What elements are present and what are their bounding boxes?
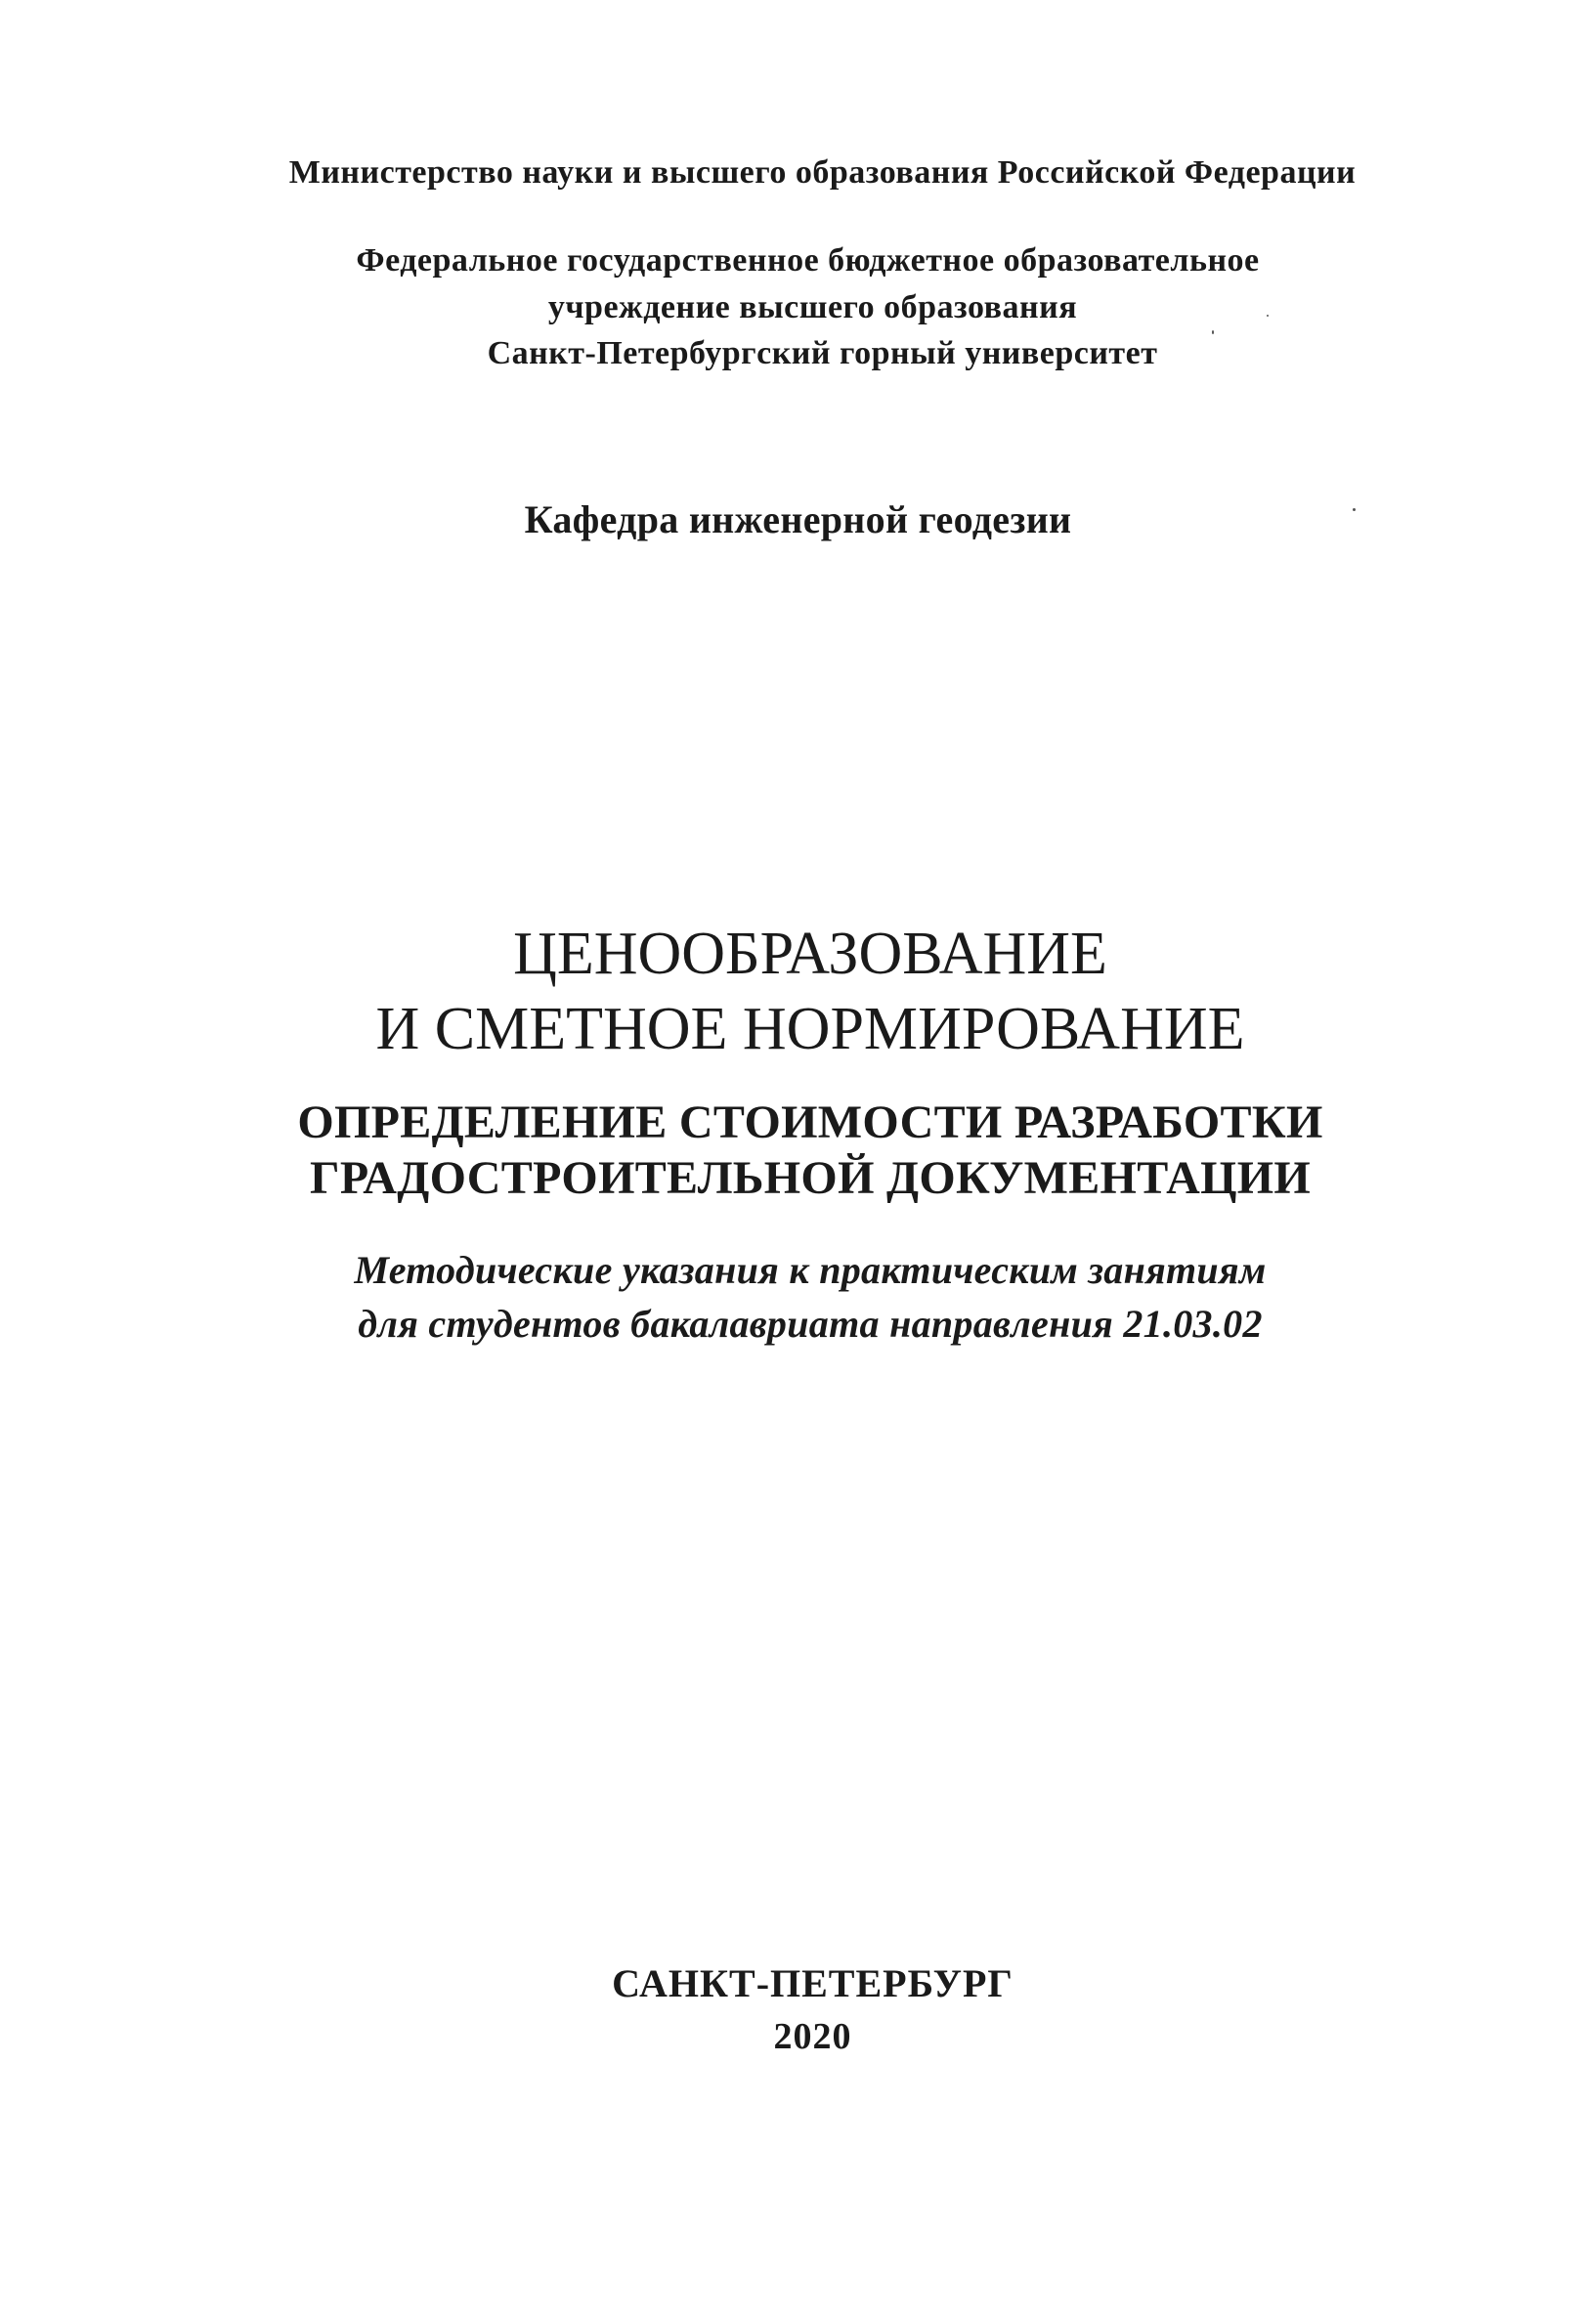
scan-speck — [1267, 315, 1269, 317]
institution-type-line-1: Федеральное государственное бюджетное образовательное — [356, 242, 1260, 279]
ministry-name: Министерство науки и высшего образования Российской Федерации — [288, 154, 1357, 191]
publication-year: 2020 — [773, 2016, 852, 2057]
guide-description-line-2: для студентов бакалавриата направления 21.03.02 — [358, 1302, 1263, 1346]
document-subtitle-line-1: ОПРЕДЕЛЕНИЕ СТОИМОСТИ РАЗРАБОТКИ — [297, 1096, 1323, 1148]
document-title-line-1: ЦЕНООБРАЗОВАНИЕ — [513, 921, 1107, 987]
scan-speck — [1353, 508, 1356, 511]
document-title-line-2: И СМЕТНОЕ НОРМИРОВАНИЕ — [375, 996, 1245, 1062]
department-name: Кафедра инженерной геодезии — [524, 497, 1072, 541]
institution-type-line-2: учреждение высшего образования — [547, 289, 1078, 325]
document-subtitle-line-2: ГРАДОСТРОИТЕЛЬНОЙ ДОКУМЕНТАЦИИ — [309, 1152, 1311, 1204]
university-name: Санкт-Петербургский горный университет — [487, 335, 1158, 371]
scan-speck — [1212, 330, 1214, 334]
guide-description-line-1: Методические указания к практическим занятиям — [354, 1248, 1267, 1292]
publication-city: САНКТ-ПЕТЕРБУРГ — [612, 1961, 1014, 2005]
